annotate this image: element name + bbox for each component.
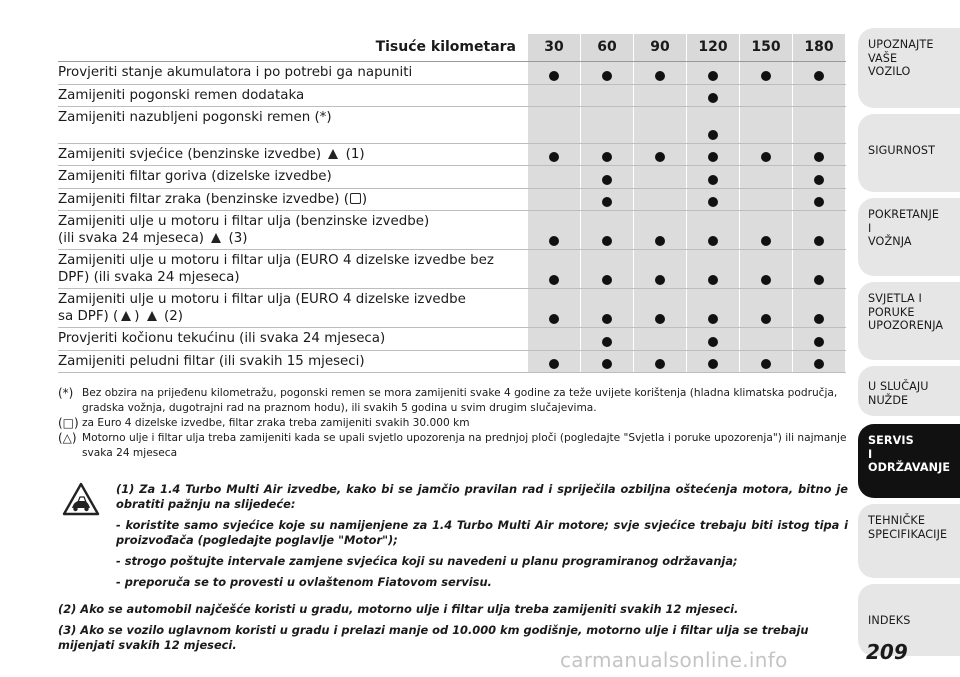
table-cell bbox=[581, 62, 633, 84]
table-cell bbox=[528, 166, 580, 188]
table-body bbox=[58, 62, 846, 373]
table-cell bbox=[793, 328, 845, 350]
tab-u-slučaju[interactable] bbox=[858, 366, 960, 416]
tab-sigurnost[interactable] bbox=[858, 114, 960, 192]
table-cell bbox=[687, 250, 739, 288]
table-cell bbox=[740, 289, 792, 327]
row-label-line: Zamijeniti peludni filtar (ili svakih 15 mjeseci) bbox=[58, 353, 365, 369]
table-cell bbox=[740, 250, 792, 288]
table-cell bbox=[687, 62, 739, 84]
warning-paragraph: (1) Za 1.4 Turbo Multi Air izvedbe, kako bi se jamčio pravilan rad i spriječila ozbiljna oštećenja motora, bitno je obratiti pažnju na slijedeće: bbox=[116, 482, 848, 511]
table-cell bbox=[793, 211, 845, 249]
service-dot bbox=[602, 175, 612, 185]
oil-warning-icon bbox=[147, 311, 157, 321]
table-cell bbox=[581, 166, 633, 188]
row-label-line: Zamijeniti ulje u motoru i filtar ulja (EURO 4 dizelske izvedbe bbox=[58, 292, 466, 307]
service-dot bbox=[708, 175, 718, 185]
table-row bbox=[58, 107, 846, 144]
table-row bbox=[58, 189, 846, 212]
table-cell bbox=[740, 328, 792, 350]
table-cell bbox=[687, 189, 739, 211]
table-cell bbox=[634, 107, 686, 143]
tab-pokretanje[interactable] bbox=[858, 198, 960, 276]
km-column-150: 150 bbox=[740, 34, 792, 61]
table-row bbox=[58, 144, 846, 167]
footnote bbox=[58, 416, 848, 431]
service-dot bbox=[708, 197, 718, 207]
table-row bbox=[58, 289, 846, 328]
service-dot bbox=[814, 275, 824, 285]
service-dot bbox=[655, 275, 665, 285]
row-label-line: Provjeriti kočionu tekućinu (ili svaka 24 mjeseca) bbox=[58, 331, 386, 346]
table-cell bbox=[634, 189, 686, 211]
table-cell bbox=[687, 211, 739, 249]
table-cell bbox=[528, 62, 580, 84]
service-dot bbox=[814, 314, 824, 324]
row-label-line: Zamijeniti ulje u motoru i filtar ulja (benzinske izvedbe) bbox=[58, 214, 430, 229]
service-dot bbox=[708, 314, 718, 324]
row-label-line: Zamijeniti filtar zraka (benzinske izvedbe) ( ) bbox=[58, 191, 368, 207]
row-label bbox=[58, 250, 528, 288]
service-dot bbox=[814, 175, 824, 185]
service-dot bbox=[761, 236, 771, 246]
row-label bbox=[58, 144, 528, 166]
table-cell bbox=[528, 250, 580, 288]
km-column-180: 180 bbox=[793, 34, 845, 61]
service-dot bbox=[602, 71, 612, 81]
row-label-line: Zamijeniti nazubljeni pogonski remen (*) bbox=[58, 110, 332, 125]
table-cell bbox=[581, 85, 633, 107]
tab-upoznajte[interactable] bbox=[858, 28, 960, 108]
table-cell bbox=[528, 351, 580, 373]
footnote bbox=[58, 386, 848, 416]
warning-triangle-icon bbox=[62, 482, 100, 516]
watermark: carmanualsonline.info bbox=[560, 648, 788, 672]
table-cell bbox=[634, 250, 686, 288]
row-label-line: Zamijeniti ulje u motoru i filtar ulja (EURO 4 dizelske izvedbe bez bbox=[58, 253, 494, 268]
row-label bbox=[58, 166, 528, 188]
service-dot bbox=[814, 359, 824, 369]
footnote-text: za Euro 4 dizelske izvedbe, filtar zraka treba zamijeniti svakih 30.000 km bbox=[82, 417, 470, 429]
tab-label: SVJETLA I PORUKE UPOZORENJA bbox=[868, 292, 944, 332]
table-cell bbox=[687, 166, 739, 188]
table-cell bbox=[740, 107, 792, 143]
table-cell bbox=[581, 328, 633, 350]
table-cell bbox=[528, 144, 580, 166]
table-cell bbox=[528, 211, 580, 249]
service-dot bbox=[761, 275, 771, 285]
table-row bbox=[58, 211, 846, 250]
page-number: 209 bbox=[866, 640, 908, 664]
table-cell bbox=[581, 107, 633, 143]
table-cell bbox=[793, 107, 845, 143]
table-cell bbox=[793, 250, 845, 288]
service-dot bbox=[761, 314, 771, 324]
table-cell bbox=[740, 211, 792, 249]
service-dot bbox=[549, 236, 559, 246]
table-cell bbox=[740, 351, 792, 373]
table-cell bbox=[528, 107, 580, 143]
header-label: Tisuće kilometara bbox=[375, 39, 516, 55]
row-label bbox=[58, 107, 528, 143]
service-dot bbox=[708, 93, 718, 103]
table-cell bbox=[740, 62, 792, 84]
footnote-symbol: (□) bbox=[58, 416, 79, 430]
table-cell bbox=[793, 289, 845, 327]
service-dot bbox=[761, 71, 771, 81]
table-cell bbox=[581, 250, 633, 288]
maintenance-table bbox=[58, 34, 846, 373]
table-cell bbox=[528, 85, 580, 107]
table-row bbox=[58, 328, 846, 351]
table-cell bbox=[740, 166, 792, 188]
table-cell bbox=[740, 85, 792, 107]
service-dot bbox=[708, 337, 718, 347]
tab-tehničke[interactable] bbox=[858, 504, 960, 578]
warning-paragraph: - koristite samo svjećice koje su namijenjene za 1.4 Turbo Multi Air motore; svje svjećice trebaju biti istog tipa i proizvođača (pogledajte poglavlje "Motor"); bbox=[116, 518, 848, 547]
table-cell bbox=[687, 85, 739, 107]
service-dot bbox=[549, 71, 559, 81]
service-dot bbox=[814, 337, 824, 347]
row-label-line: Zamijeniti pogonski remen dodataka bbox=[58, 87, 305, 103]
service-dot bbox=[708, 275, 718, 285]
row-label bbox=[58, 189, 528, 211]
table-cell bbox=[634, 328, 686, 350]
warning-paragraph: - strogo poštujte intervale zamjene svjećica koji su navedeni u planu programiranog održavanja; bbox=[116, 554, 738, 568]
footnote-symbol: (△) bbox=[58, 431, 77, 445]
row-label bbox=[58, 289, 528, 327]
oil-warning-icon bbox=[121, 311, 131, 321]
service-dot bbox=[549, 275, 559, 285]
warning-paragraph: - preporuča se to provesti u ovlaštenom Fiatovom servisu. bbox=[116, 575, 492, 589]
diesel-square-icon bbox=[350, 193, 361, 204]
table-cell bbox=[634, 85, 686, 107]
warning-footnote: (3) Ako se vozilo uglavnom koristi u gradu i prelazi manje od 10.000 km godišnje, motorno ulje i filtar ulja se trebaju mijenjati svakih 12 mjeseci. bbox=[58, 623, 809, 652]
row-label-line: Zamijeniti filtar goriva (dizelske izvedbe) bbox=[58, 169, 332, 184]
service-dot bbox=[602, 197, 612, 207]
service-dot bbox=[602, 152, 612, 162]
oil-warning-icon bbox=[211, 233, 221, 243]
table-cell bbox=[793, 166, 845, 188]
service-dot bbox=[708, 130, 718, 140]
table-cell bbox=[687, 328, 739, 350]
warning-text bbox=[116, 482, 848, 596]
service-dot bbox=[761, 152, 771, 162]
table-row bbox=[58, 166, 846, 189]
table-cell bbox=[634, 211, 686, 249]
table-cell bbox=[581, 189, 633, 211]
warning-footnote: (2) Ako se automobil najčešće koristi u gradu, motorno ulje i filtar ulja treba zamijeniti svakih 12 mjeseci. bbox=[58, 602, 739, 616]
service-dot bbox=[814, 236, 824, 246]
tab-label: TEHNIČKE SPECIFIKACIJE bbox=[868, 514, 948, 541]
row-label-line: Provjeriti stanje akumulatora i po potrebi ga napuniti bbox=[58, 65, 413, 80]
table-header bbox=[58, 34, 846, 62]
service-dot bbox=[708, 71, 718, 81]
table-cell bbox=[634, 289, 686, 327]
table-cell bbox=[740, 189, 792, 211]
row-label bbox=[58, 85, 528, 107]
table-row bbox=[58, 62, 846, 85]
table-cell bbox=[687, 351, 739, 373]
table-cell bbox=[793, 351, 845, 373]
table-cell bbox=[581, 289, 633, 327]
tab-label: U SLUČAJU NUŽDE bbox=[868, 380, 929, 407]
service-dot bbox=[602, 337, 612, 347]
service-dot bbox=[655, 236, 665, 246]
row-label-line: sa DPF) ( ) (2) bbox=[58, 308, 183, 324]
table-cell bbox=[740, 144, 792, 166]
row-label bbox=[58, 211, 528, 249]
km-column-120: 120 bbox=[687, 34, 739, 61]
km-column-60: 60 bbox=[581, 34, 633, 61]
row-label-line: Zamijeniti svjećice (benzinske izvedbe) (1) bbox=[58, 146, 365, 162]
table-cell bbox=[581, 211, 633, 249]
table-cell bbox=[634, 144, 686, 166]
service-dot bbox=[708, 152, 718, 162]
service-dot bbox=[814, 152, 824, 162]
tab-label: INDEKS bbox=[868, 614, 911, 627]
tab-label: POKRETANJE I VOŽNJA bbox=[868, 208, 940, 248]
service-dot bbox=[708, 359, 718, 369]
table-cell bbox=[581, 144, 633, 166]
service-dot bbox=[655, 152, 665, 162]
footnote-text: Motorno ulje i filtar ulja treba zamijeniti kada se upali svjetlo upozorenja na prednjoj ploči (pogledajte "Svjetla i poruke upozorenja") ili najmanje svaka 24 mjeseca bbox=[82, 432, 847, 459]
service-dot bbox=[602, 359, 612, 369]
tab-label: UPOZNAJTE VAŠE VOZILO bbox=[868, 38, 934, 78]
km-column-90: 90 bbox=[634, 34, 686, 61]
footnotes bbox=[58, 386, 848, 461]
km-column-30: 30 bbox=[528, 34, 580, 61]
service-dot bbox=[708, 236, 718, 246]
table-cell bbox=[687, 289, 739, 327]
table-cell bbox=[687, 107, 739, 143]
service-dot bbox=[602, 236, 612, 246]
row-label-line: (ili svaka 24 mjeseca) (3) bbox=[58, 230, 248, 246]
table-cell bbox=[793, 62, 845, 84]
service-dot bbox=[549, 152, 559, 162]
row-label bbox=[58, 62, 528, 84]
tab-servis[interactable] bbox=[858, 424, 960, 498]
table-cell bbox=[528, 328, 580, 350]
table-cell bbox=[687, 144, 739, 166]
service-dot bbox=[655, 359, 665, 369]
row-label bbox=[58, 328, 528, 350]
table-cell bbox=[793, 85, 845, 107]
service-dot bbox=[655, 71, 665, 81]
service-dot bbox=[814, 71, 824, 81]
table-cell bbox=[793, 189, 845, 211]
row-label bbox=[58, 351, 528, 373]
service-dot bbox=[761, 359, 771, 369]
service-dot bbox=[549, 359, 559, 369]
row-label-line: DPF) (ili svaka 24 mjeseca) bbox=[58, 269, 240, 285]
service-dot bbox=[814, 197, 824, 207]
warning-box bbox=[58, 476, 848, 666]
tab-label: SIGURNOST bbox=[868, 144, 936, 157]
service-dot bbox=[602, 314, 612, 324]
service-dot bbox=[549, 314, 559, 324]
table-cell bbox=[634, 62, 686, 84]
service-dot bbox=[655, 314, 665, 324]
table-cell bbox=[581, 351, 633, 373]
service-dot bbox=[602, 275, 612, 285]
table-row bbox=[58, 85, 846, 108]
table-row bbox=[58, 250, 846, 289]
oil-warning-icon bbox=[328, 149, 338, 159]
table-cell bbox=[634, 351, 686, 373]
footnote bbox=[58, 431, 848, 461]
tab-label: SERVIS I ODRŽAVANJE bbox=[868, 434, 951, 474]
table-cell bbox=[528, 189, 580, 211]
footnote-symbol: (*) bbox=[58, 386, 74, 400]
table-cell bbox=[634, 166, 686, 188]
table-cell bbox=[793, 144, 845, 166]
table-cell bbox=[528, 289, 580, 327]
table-row bbox=[58, 351, 846, 374]
tab-svjetla-i[interactable] bbox=[858, 282, 960, 360]
footnote-text: Bez obzira na prijeđenu kilometražu, pogonski remen se mora zamijeniti svake 4 godine za teže uvijete korištenja (hladna klimatska područja, gradska vožnja, dugotrajni rad na praznom hodu), ili svakih 5 godina u svim drugim slučajevima. bbox=[82, 387, 838, 414]
